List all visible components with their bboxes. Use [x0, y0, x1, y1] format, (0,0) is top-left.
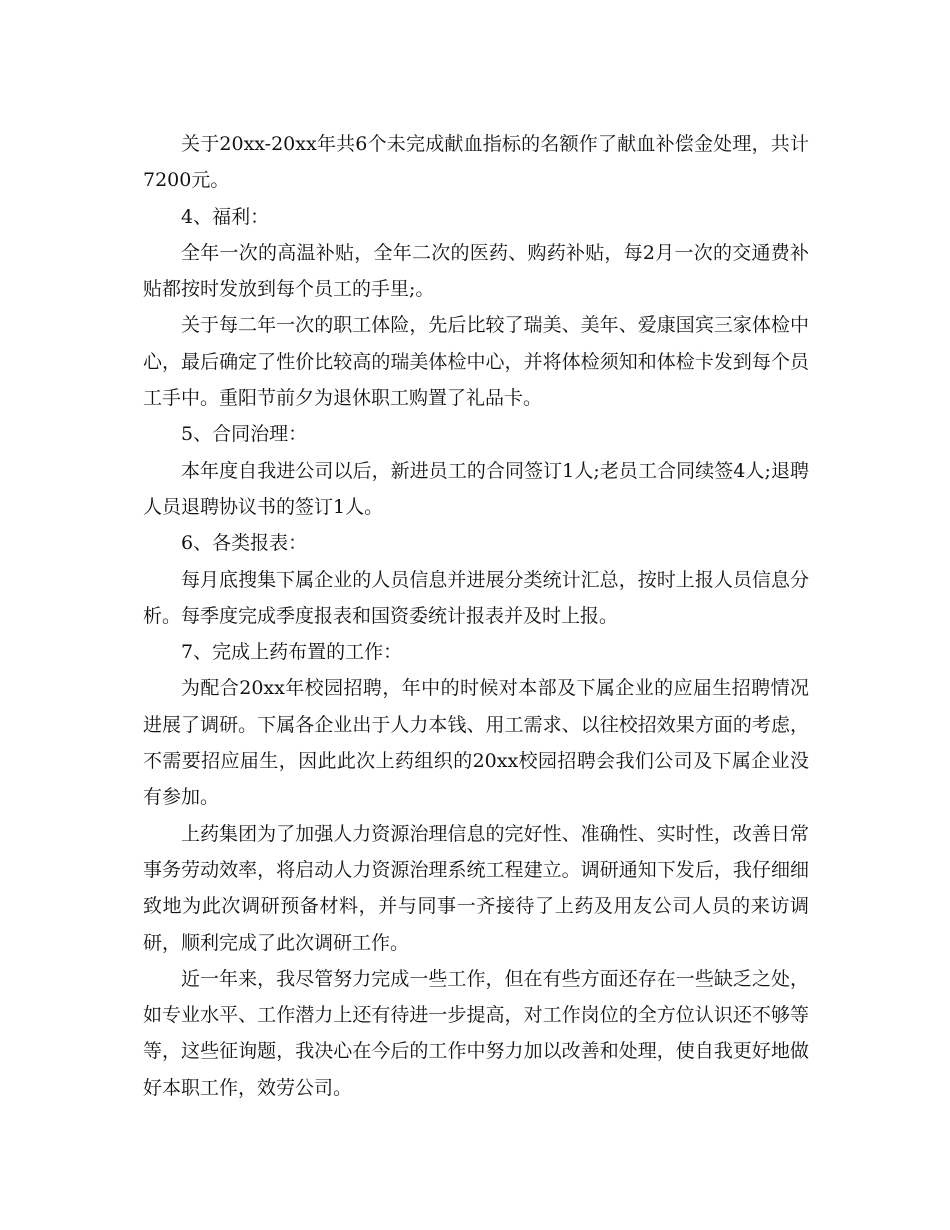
heading-contract-management: 5、合同治理：: [181, 423, 308, 446]
paragraph-hr-system-research: 上药集团为了加强人力资源治理信息的完好性、准确性、实时性，改善日常事务劳动效率，将启动人力资源治理系统工程建立。调研通知下发后，我仔细细致地为此次调研预备材料，并与同事一齐接待了上药及用友公司人员的来访调研，顺利完成了此次调研工作。: [143, 822, 809, 954]
document-body: [143, 126, 809, 1106]
paragraph-self-assessment: 近一年来，我尽管努力完成一些工作，但在有些方面还存在一些缺乏之处，如专业水平、工作潜力上还有待进一步提高，对工作岗位的全方位认识还不够等等，这些征询题，我决心在今后的工作中努力加以改善和处理，使自我更好地做好本职工作，效劳公司。: [143, 967, 809, 1099]
heading-welfare: 4、福利：: [181, 205, 270, 228]
paragraph-contracts: 本年度自我进公司以后，新进员工的合同签订1人;老员工合同续签4人;退聘人员退聘协议书的签订1人。: [143, 459, 809, 518]
paragraph-reports: 每月底搜集下属企业的人员信息并进展分类统计汇总，按时上报人员信息分析。每季度完成季度报表和国资委统计报表并及时上报。: [143, 568, 809, 627]
paragraph-health-check: 关于每二年一次的职工体险，先后比较了瑞美、美年、爱康国宾三家体检中心，最后确定了性价比较高的瑞美体检中心，并将体检须知和体检卡发到每个员工手中。重阳节前夕为退休职工购置了礼品卡。: [143, 314, 809, 410]
paragraph-campus-recruitment: 为配合20xx年校园招聘，年中的时候对本部及下属企业的应届生招聘情况进展了调研。下属各企业出于人力本钱、用工需求、以往校招效果方面的考虑，不需要招应届生，因此此次上药组织的20xx校园招聘会我们公司及下属企业没有参加。: [143, 677, 809, 809]
heading-reports: 6、各类报表：: [181, 532, 308, 555]
heading-assigned-work: 7、完成上药布置的工作：: [181, 641, 403, 664]
paragraph-subsidies: 全年一次的高温补贴，全年二次的医药、购药补贴，每2月一次的交通费补贴都按时发放到每个员工的手里;。: [143, 241, 809, 301]
paragraph-blood-donation: 关于20xx-20xx年共6个未完成献血指标的名额作了献血补偿金处理，共计7200元。: [143, 133, 809, 192]
